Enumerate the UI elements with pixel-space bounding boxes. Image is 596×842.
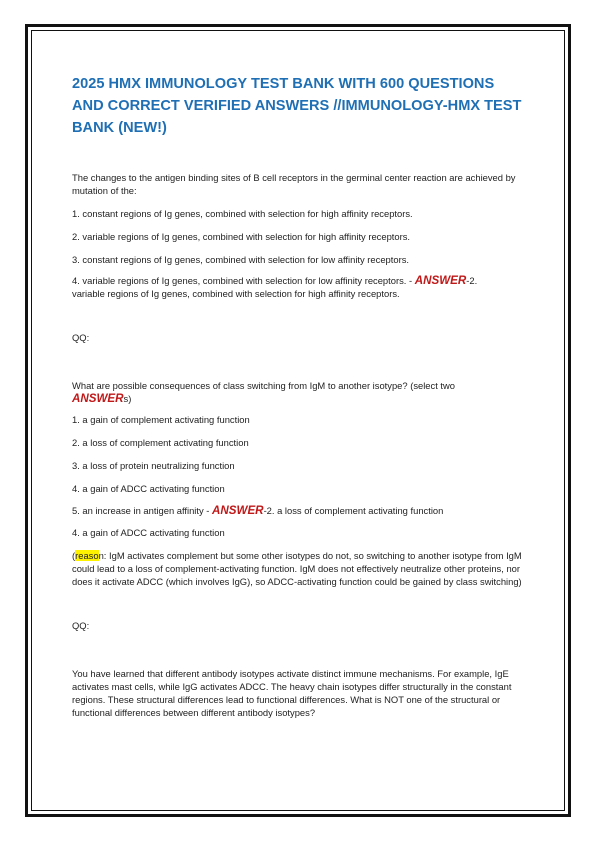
stem-text: s): [123, 393, 132, 404]
document-title: 2025 HMX IMMUNOLOGY TEST BANK WITH 600 QUESTIONS AND CORRECT VERIFIED ANSWERS //IMMUNOLOGY-HMX TEST BANK (NEW!): [72, 76, 522, 136]
question-2-option-2: 2. a loss of complement activating function: [72, 437, 249, 448]
question-2-answer-2: 4. a gain of ADCC activating function: [72, 527, 225, 538]
reason-open: (: [72, 550, 76, 561]
option-text: 4. variable regions of Ig genes, combined with selection for low affinity receptors. -: [72, 275, 415, 286]
option-text: -2.: [466, 275, 478, 286]
question-1-option-4: [72, 274, 528, 300]
question-1: [72, 171, 528, 300]
answer-marker: ANSWER: [414, 274, 467, 287]
qq-label: QQ:: [72, 332, 90, 343]
reason-text: n: IgM activates complement but some other isotypes do not, so switching to another isotype from IgM could lead to a loss of complement-activating function. IgM does not effectively neutralize other proteins, nor does it activate ADCC (which involves IgG), so ADCC-activating function could be gained by class switching): [72, 550, 522, 587]
question-2-option-3: 3. a loss of protein neutralizing function: [72, 460, 235, 471]
question-1-answer: variable regions of Ig genes, combined with selection for high affinity receptors.: [72, 288, 400, 299]
question-3: [72, 667, 528, 719]
question-1-option-1: 1. constant regions of Ig genes, combined with selection for high affinity receptors.: [72, 208, 413, 219]
question-2-option-5: [72, 504, 528, 517]
highlighted-text: reaso: [75, 550, 99, 561]
question-2-option-1: 1. a gain of complement activating function: [72, 414, 250, 425]
option-text: 5. an increase in antigen affinity -: [72, 505, 213, 516]
option-text: -2. a loss of complement activating function: [263, 505, 444, 516]
question-1-option-3: 3. constant regions of Ig genes, combined with selection for low affinity receptors.: [72, 254, 409, 265]
document-body: [72, 73, 528, 719]
question-2: [72, 379, 528, 588]
question-2-stem: [72, 379, 528, 405]
answer-marker: ANSWER: [212, 504, 264, 517]
question-3-stem: You have learned that different antibody isotypes activate distinct immune mechanisms. For example, IgE activates mast cells, while IgG activates ADCC. The heavy chain isotypes differ structurally in the constant regions. These structural differences lead to functional differences. What is NOT one of the structural or functional differences between different antibody isotypes?: [72, 668, 512, 718]
qq-label: QQ:: [72, 620, 90, 631]
question-2-reason: [72, 549, 528, 588]
stem-text: What are possible consequences of class switching from IgM to another isotype? (select two: [72, 380, 455, 391]
question-1-option-2: 2. variable regions of Ig genes, combined with selection for high affinity receptors.: [72, 231, 411, 242]
question-1-stem: The changes to the antigen binding sites of B cell receptors in the germinal center reaction are achieved by mutation of the:: [72, 172, 516, 196]
question-2-option-4: 4. a gain of ADCC activating function: [72, 483, 225, 494]
answer-marker: ANSWER: [72, 392, 124, 405]
